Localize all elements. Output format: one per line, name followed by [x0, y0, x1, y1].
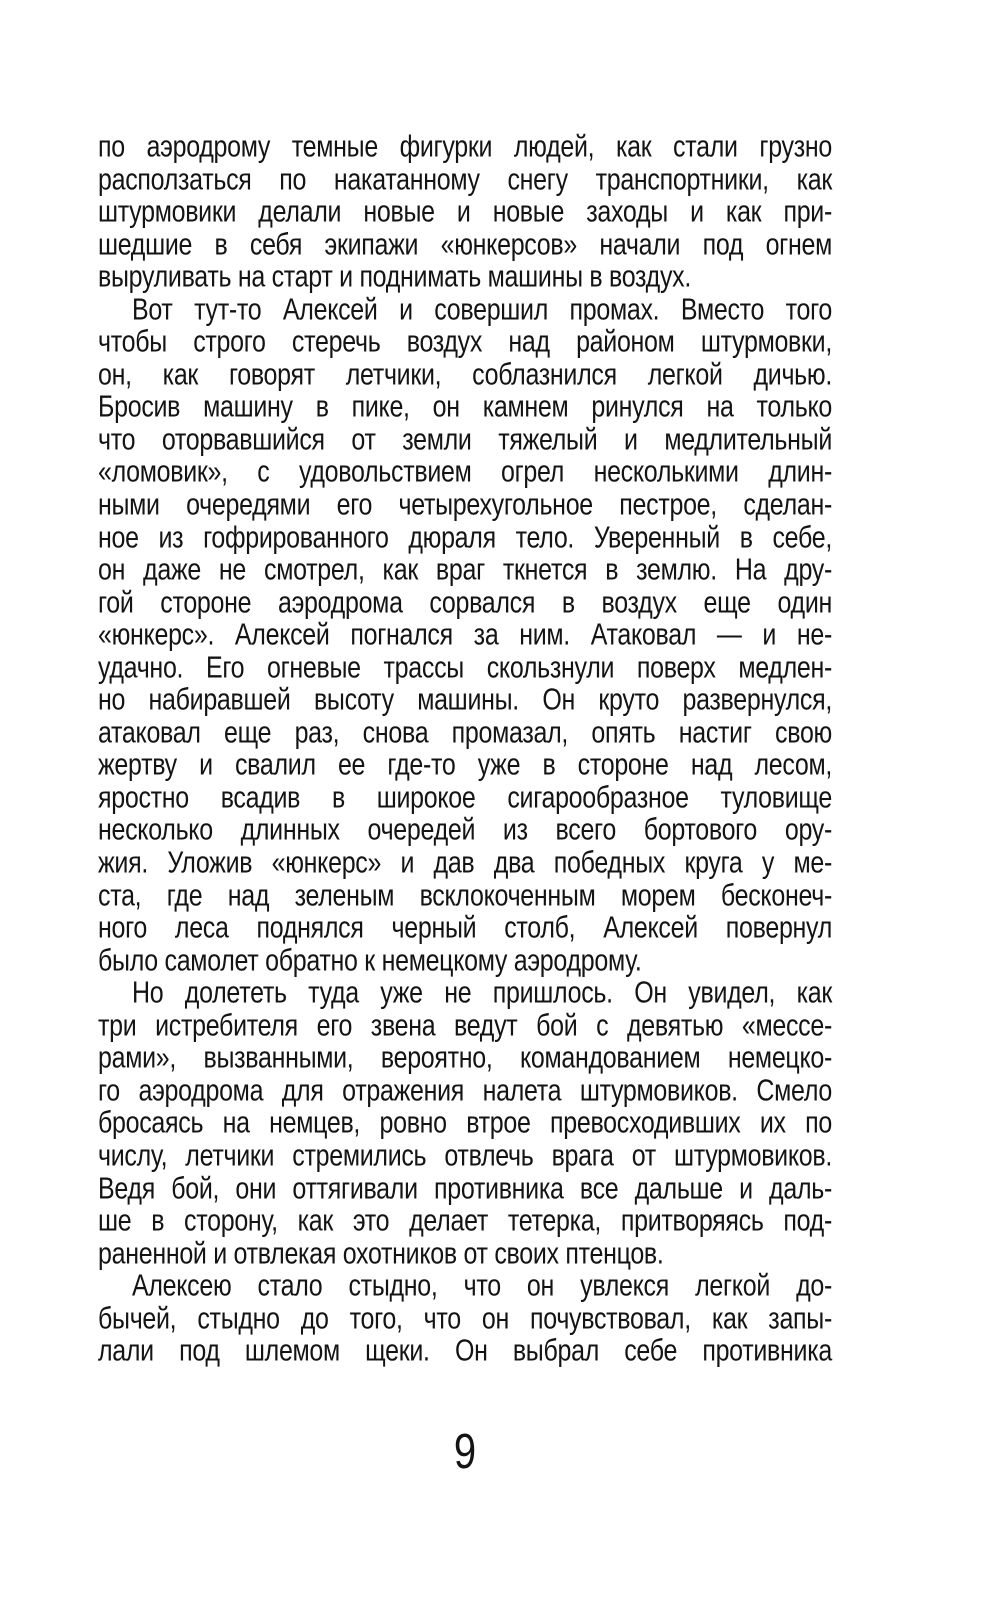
- text-line: атаковал еще раз, снова промазал, опять настиг свою: [98, 715, 832, 750]
- text-line: числу, летчики стремились отвлечь врага от штурмовиков.: [98, 1138, 832, 1173]
- text-line: го аэродрома для отражения налета штурмовиков. Смело: [98, 1073, 832, 1108]
- text-line: но набиравшей высоту машины. Он круто развернулся,: [98, 683, 832, 718]
- text-line: по аэродрому темные фигурки людей, как стали грузно: [98, 129, 832, 165]
- text-line: выруливать на старт и поднимать машины в воздух.: [98, 260, 691, 295]
- text-line: «юнкерс». Алексей погнался за ним. Атаковал — и не-: [98, 618, 832, 653]
- text-line: шедшие в себя экипажи «юнкерсов» начали под огнем: [98, 227, 832, 262]
- text-line: было самолет обратно к немецкому аэродрому.: [98, 943, 642, 978]
- text-line: раненной и отвлекая охотников от своих птенцов.: [98, 1236, 664, 1271]
- text-line: ного леса поднялся черный столб, Алексей повернул: [98, 910, 832, 946]
- text-line: бычей, стыдно до того, что он почувствовал, как запы-: [98, 1301, 832, 1336]
- text-line: он, как говорят летчики, соблазнился легкой дичью.: [98, 357, 832, 392]
- text-line: что оторвавшийся от земли тяжелый и медлительный: [98, 422, 832, 457]
- text-line: Ведя бой, они оттягивали противника все дальше и даль-: [98, 1171, 832, 1206]
- text-line: бросаясь на немцев, ровно втрое превосходивших их по: [98, 1106, 832, 1141]
- text-line: ными очередями его четырехугольное пестрое, сделан-: [98, 487, 832, 523]
- paragraph: [98, 977, 832, 1270]
- text-line: ное из гофрированного дюраля тело. Уверенный в себе,: [98, 520, 832, 555]
- text-line: ше в сторону, как это делает тетерка, притворяясь под-: [98, 1203, 832, 1239]
- text-line: ста, где над зеленым всклокоченным морем бесконеч-: [98, 878, 832, 913]
- text-line: гой стороне аэродрома сорвался в воздух еще один: [98, 585, 832, 620]
- text-line: чтобы строго стеречь воздух над районом штурмовки,: [98, 325, 832, 360]
- text-line: Вот тут-то Алексей и совершил промах. Вместо того: [132, 292, 832, 327]
- text-line: «ломовик», с удовольствием огрел несколькими длин-: [98, 455, 832, 490]
- text-block: [98, 131, 832, 1368]
- text-line: Но долететь туда уже не пришлось. Он увидел, как: [132, 976, 832, 1011]
- text-line: яростно всадив в широкое сигарообразное туловище: [98, 780, 832, 815]
- text-line: рами», вызванными, вероятно, командованием немецко-: [98, 1041, 832, 1076]
- text-line: лали под шлемом щеки. Он выбрал себе противника: [98, 1334, 832, 1369]
- text-line: штурмовики делали новые и новые заходы и как при-: [98, 194, 832, 230]
- paragraph: [98, 294, 832, 977]
- text-line: несколько длинных очередей из всего бортового ору-: [98, 813, 832, 848]
- text-line: удачно. Его огневые трассы скользнули поверх медлен-: [98, 650, 832, 685]
- text-line: три истребителя его звена ведут бой с девятью «мессе-: [98, 1008, 832, 1043]
- page-number: 9: [453, 1425, 477, 1479]
- text-line: жия. Уложив «юнкерс» и дав два победных круга у ме-: [98, 845, 832, 881]
- text-line: Алексею стало стыдно, что он увлекся легкой до-: [132, 1269, 832, 1304]
- text-line: он даже не смотрел, как враг ткнется в землю. На дру-: [98, 552, 832, 588]
- text-line: расползаться по накатанному снегу транспортники, как: [98, 162, 832, 197]
- text-line: Бросив машину в пике, он камнем ринулся на только: [98, 390, 832, 425]
- paragraph: [98, 131, 832, 294]
- text-line: жертву и свалил ее где-то уже в стороне над лесом,: [98, 748, 832, 783]
- paragraph: [98, 1270, 832, 1368]
